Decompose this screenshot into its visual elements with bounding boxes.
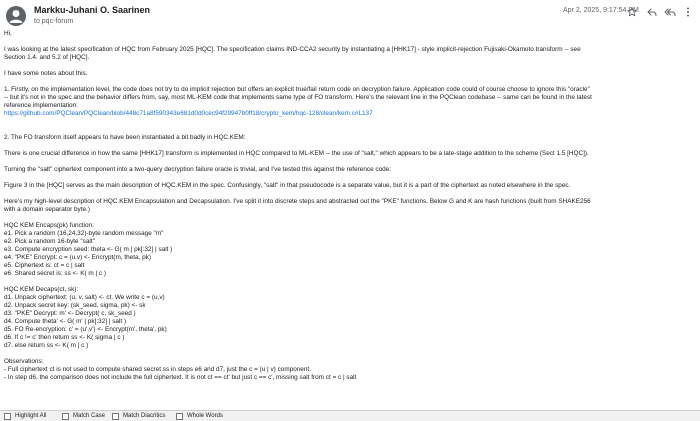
body-line: e5. Ciphertext is: ct = c | salt xyxy=(4,262,85,269)
user-icon xyxy=(6,6,26,26)
match-diacritics-option[interactable] xyxy=(112,412,165,420)
body-line: There is one crucial difference in how the same [HHK17] transform is implemented in HQC compared to ML-KEM -- the use of "salt," which appears to be a late-stage addition to the scheme (Sect 1.5 [HQC]). xyxy=(4,150,589,157)
match-diacritics-label: Match Diacritics xyxy=(123,413,166,419)
pqclean-link[interactable]: https://github.com/PQClean/PQClean/blob/448c71a8f590343e681d0d0cec94f29947b0ff18/crypto_kem/hqc-128/clean/kem.c#L137 xyxy=(4,110,373,117)
body-line: Observations: xyxy=(4,358,44,365)
body-line: I have some notes about this. xyxy=(4,70,88,77)
body-line: - In step d6, the comparison does not include the full ciphertext. It is not ct == ct' but just c == c', missing salt from ct = c | salt xyxy=(4,374,357,381)
match-case-checkbox[interactable] xyxy=(62,413,69,420)
highlight-all-label: Highlight All xyxy=(15,413,47,419)
paragraph-gap xyxy=(4,214,690,222)
match-case-label: Match Case xyxy=(73,413,106,419)
body-line: Here's my high-level description of HQC.KEM Encapsulation and Decapsulation. I've split it into discrete steps and abstracted out the "PKE" functions. Below G and K are hash functions (built from SHAKE256 xyxy=(4,198,591,205)
body-line: d6. If c != c' then return ss <- K( sigma | c ) xyxy=(4,334,125,341)
body-line: e4. "PKE" Encrypt: c = (u,v) <- Encrypt(m, theta, pk) xyxy=(4,254,151,261)
body-line: HQC KEM Encaps(pk) function: xyxy=(4,222,94,229)
body-line: d5. FO Re-encryption: c' = (u',v') <- Encrypt(m', theta', pk) xyxy=(4,326,167,333)
body-line: d7. else return ss <- K( m | c ) xyxy=(4,342,89,349)
more-vert-icon xyxy=(682,6,694,18)
reply-all-button[interactable] xyxy=(662,4,678,20)
body-line: 2. The FO transform itself appears to have been instantiated a bit badly in HQC.KEM: xyxy=(4,134,246,141)
paragraph-gap xyxy=(4,142,690,150)
body-line: with a domain separator byte.) xyxy=(4,206,90,213)
body-line: d1. Unpack ciphertext: (u, v, salt) <- ct. We write c = (u,v) xyxy=(4,294,165,301)
body-line: e1. Pick a random (16,24,32)-byte random message "m" xyxy=(4,230,164,237)
paragraph-gap xyxy=(4,38,690,46)
body-line: Section 1.4. and 5.2 of [HQC]. xyxy=(4,54,90,61)
body-line: e3. Compute encryption seed: theta <- G( m | pk[:32] | salt ) xyxy=(4,246,173,253)
paragraph-gap xyxy=(4,126,690,134)
match-case-option[interactable] xyxy=(62,412,105,420)
body-line: - Full ciphertext ct is not used to compute shared secret ss in steps e6 and d7, just the c = (u | v) component. xyxy=(4,366,311,373)
paragraph-gap xyxy=(4,158,690,166)
body-line: -- but it's not in the spec and the behavior differs from, say, most ML-KEM code that implements same type of FO transform. Here's the relevant line in the PQClean codebase -- same can be found in the latest xyxy=(4,94,592,101)
avatar[interactable] xyxy=(6,6,26,26)
whole-words-checkbox[interactable] xyxy=(176,413,183,420)
message-body xyxy=(4,30,690,382)
reply-all-icon xyxy=(664,6,676,18)
body-line: d3. "PKE" Decrypt: m' <- Decrypt( c, sk_seed ) xyxy=(4,310,136,317)
body-line: e2. Pick a random 16-byte "salt" xyxy=(4,238,95,245)
body-line: Hi, xyxy=(4,30,12,37)
body-line: HQC KEM Decaps(ct, sk): xyxy=(4,286,79,293)
sender-name: Markku-Juhani O. Saarinen xyxy=(34,5,151,15)
paragraph-gap xyxy=(4,62,690,70)
reply-button[interactable] xyxy=(644,4,660,20)
message-date: Apr 2, 2025, 9:17:54 PM xyxy=(563,7,639,14)
body-line: e6. Shared secret is: ss <- K( m | c ) xyxy=(4,270,106,277)
message-header xyxy=(0,0,700,34)
paragraph-gap xyxy=(4,78,690,86)
whole-words-label: Whole Words xyxy=(187,413,223,419)
paragraph-gap xyxy=(4,278,690,286)
whole-words-option[interactable] xyxy=(176,412,223,420)
paragraph-gap xyxy=(4,190,690,198)
body-line: I was looking at the latest specification of HQC from February 2025 [HQC]. The specification claims IND-CCA2 security by instantiating a [HHK17] - style implicit-rejection Fujisaki-Okamoto transform -- see xyxy=(4,46,581,53)
star-icon xyxy=(626,6,638,18)
star-button[interactable] xyxy=(624,4,640,20)
paragraph-gap xyxy=(4,174,690,182)
body-line: reference implementation: xyxy=(4,102,78,109)
body-line: Figure 3 in the [HQC] serves as the main description of HQC.KEM in the spec. Confusingly, "salt" in that pseudocode is a separate value, but it is a part of the ciphertext as noted elsewhere in the spec. xyxy=(4,182,571,189)
highlight-all-option[interactable] xyxy=(4,412,46,420)
recipient-line: to pqc-forum xyxy=(34,18,74,25)
body-line: 1. Firstly, on the implementation level, the code does not try to do implicit rejection but offers an explicit true/fail return code on decryption failure. Application code could of course choose to ignore this "oracle" xyxy=(4,86,590,93)
paragraph-gap xyxy=(4,350,690,358)
more-options-button[interactable] xyxy=(680,4,696,20)
paragraph-gap xyxy=(4,118,690,126)
find-bar xyxy=(0,410,700,421)
body-line: Turning the "salt" ciphertext component into a two-query decryption failure oracle is trivial, and I've tested this against the reference code: xyxy=(4,166,392,173)
highlight-all-checkbox[interactable] xyxy=(4,413,11,420)
match-diacritics-checkbox[interactable] xyxy=(112,413,119,420)
body-line: d4. Compute theta' <- G( m' | pk[:32] | salt ) xyxy=(4,318,127,325)
body-line: d2. Unpack secret key: (sk_seed, sigma, pk) <- sk xyxy=(4,302,146,309)
reply-icon xyxy=(646,6,658,18)
